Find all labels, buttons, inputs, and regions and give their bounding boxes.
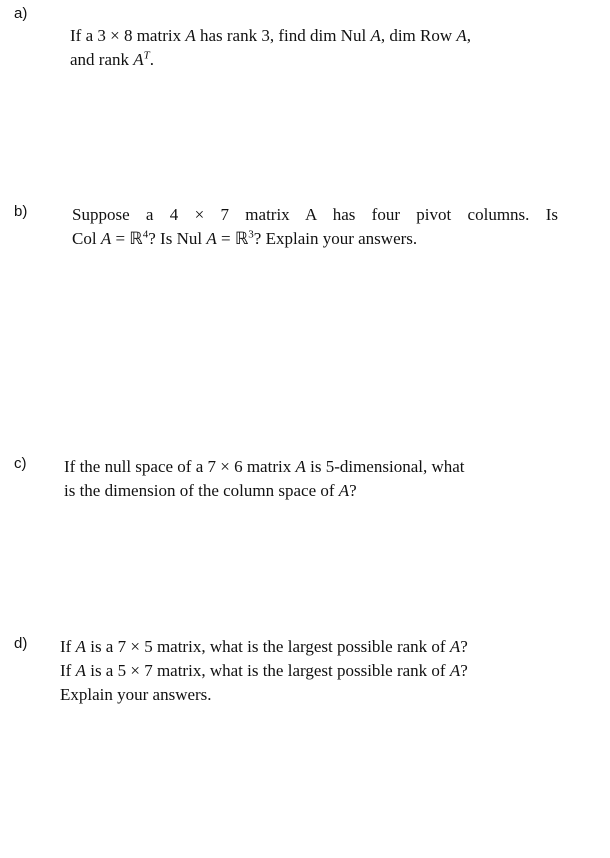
problem-d-line-2: If A is a 5 × 7 matrix, what is the largest possible rank of A?	[60, 661, 468, 680]
problem-c-line-2: is the dimension of the column space of A?	[64, 481, 357, 500]
problem-c-text	[64, 455, 465, 503]
problem-b-line-2: Col A = ℝ$^4$? Is Nul A = ℝ$^3$? Explain your answers.	[72, 228, 418, 248]
problem-a-line-1: If a 3 × 8 matrix A has rank 3, find dim Nul A, dim Row A,	[70, 26, 472, 45]
problem-a-label: a)	[14, 5, 28, 22]
problem-d-line-1: If A is a 7 × 5 matrix, what is the largest possible rank of A?	[60, 637, 468, 656]
problem-c-line-1: If the null space of a 7 × 6 matrix A is 5-dimensional, what	[64, 457, 465, 476]
problem-b-label: b)	[14, 203, 28, 220]
problem-d-line-3: Explain your answers.	[60, 685, 212, 704]
problem-d-label: d)	[14, 635, 28, 652]
problem-a-line-2: and rank $A^T$.	[70, 49, 155, 69]
problem-b-text	[72, 203, 558, 251]
problem-b-line-1: Suppose a 4 × 7 matrix A has four pivot columns. Is	[72, 205, 558, 224]
problem-a-text	[70, 24, 471, 72]
problem-c-label: c)	[14, 455, 27, 472]
problem-d-text	[60, 635, 468, 707]
